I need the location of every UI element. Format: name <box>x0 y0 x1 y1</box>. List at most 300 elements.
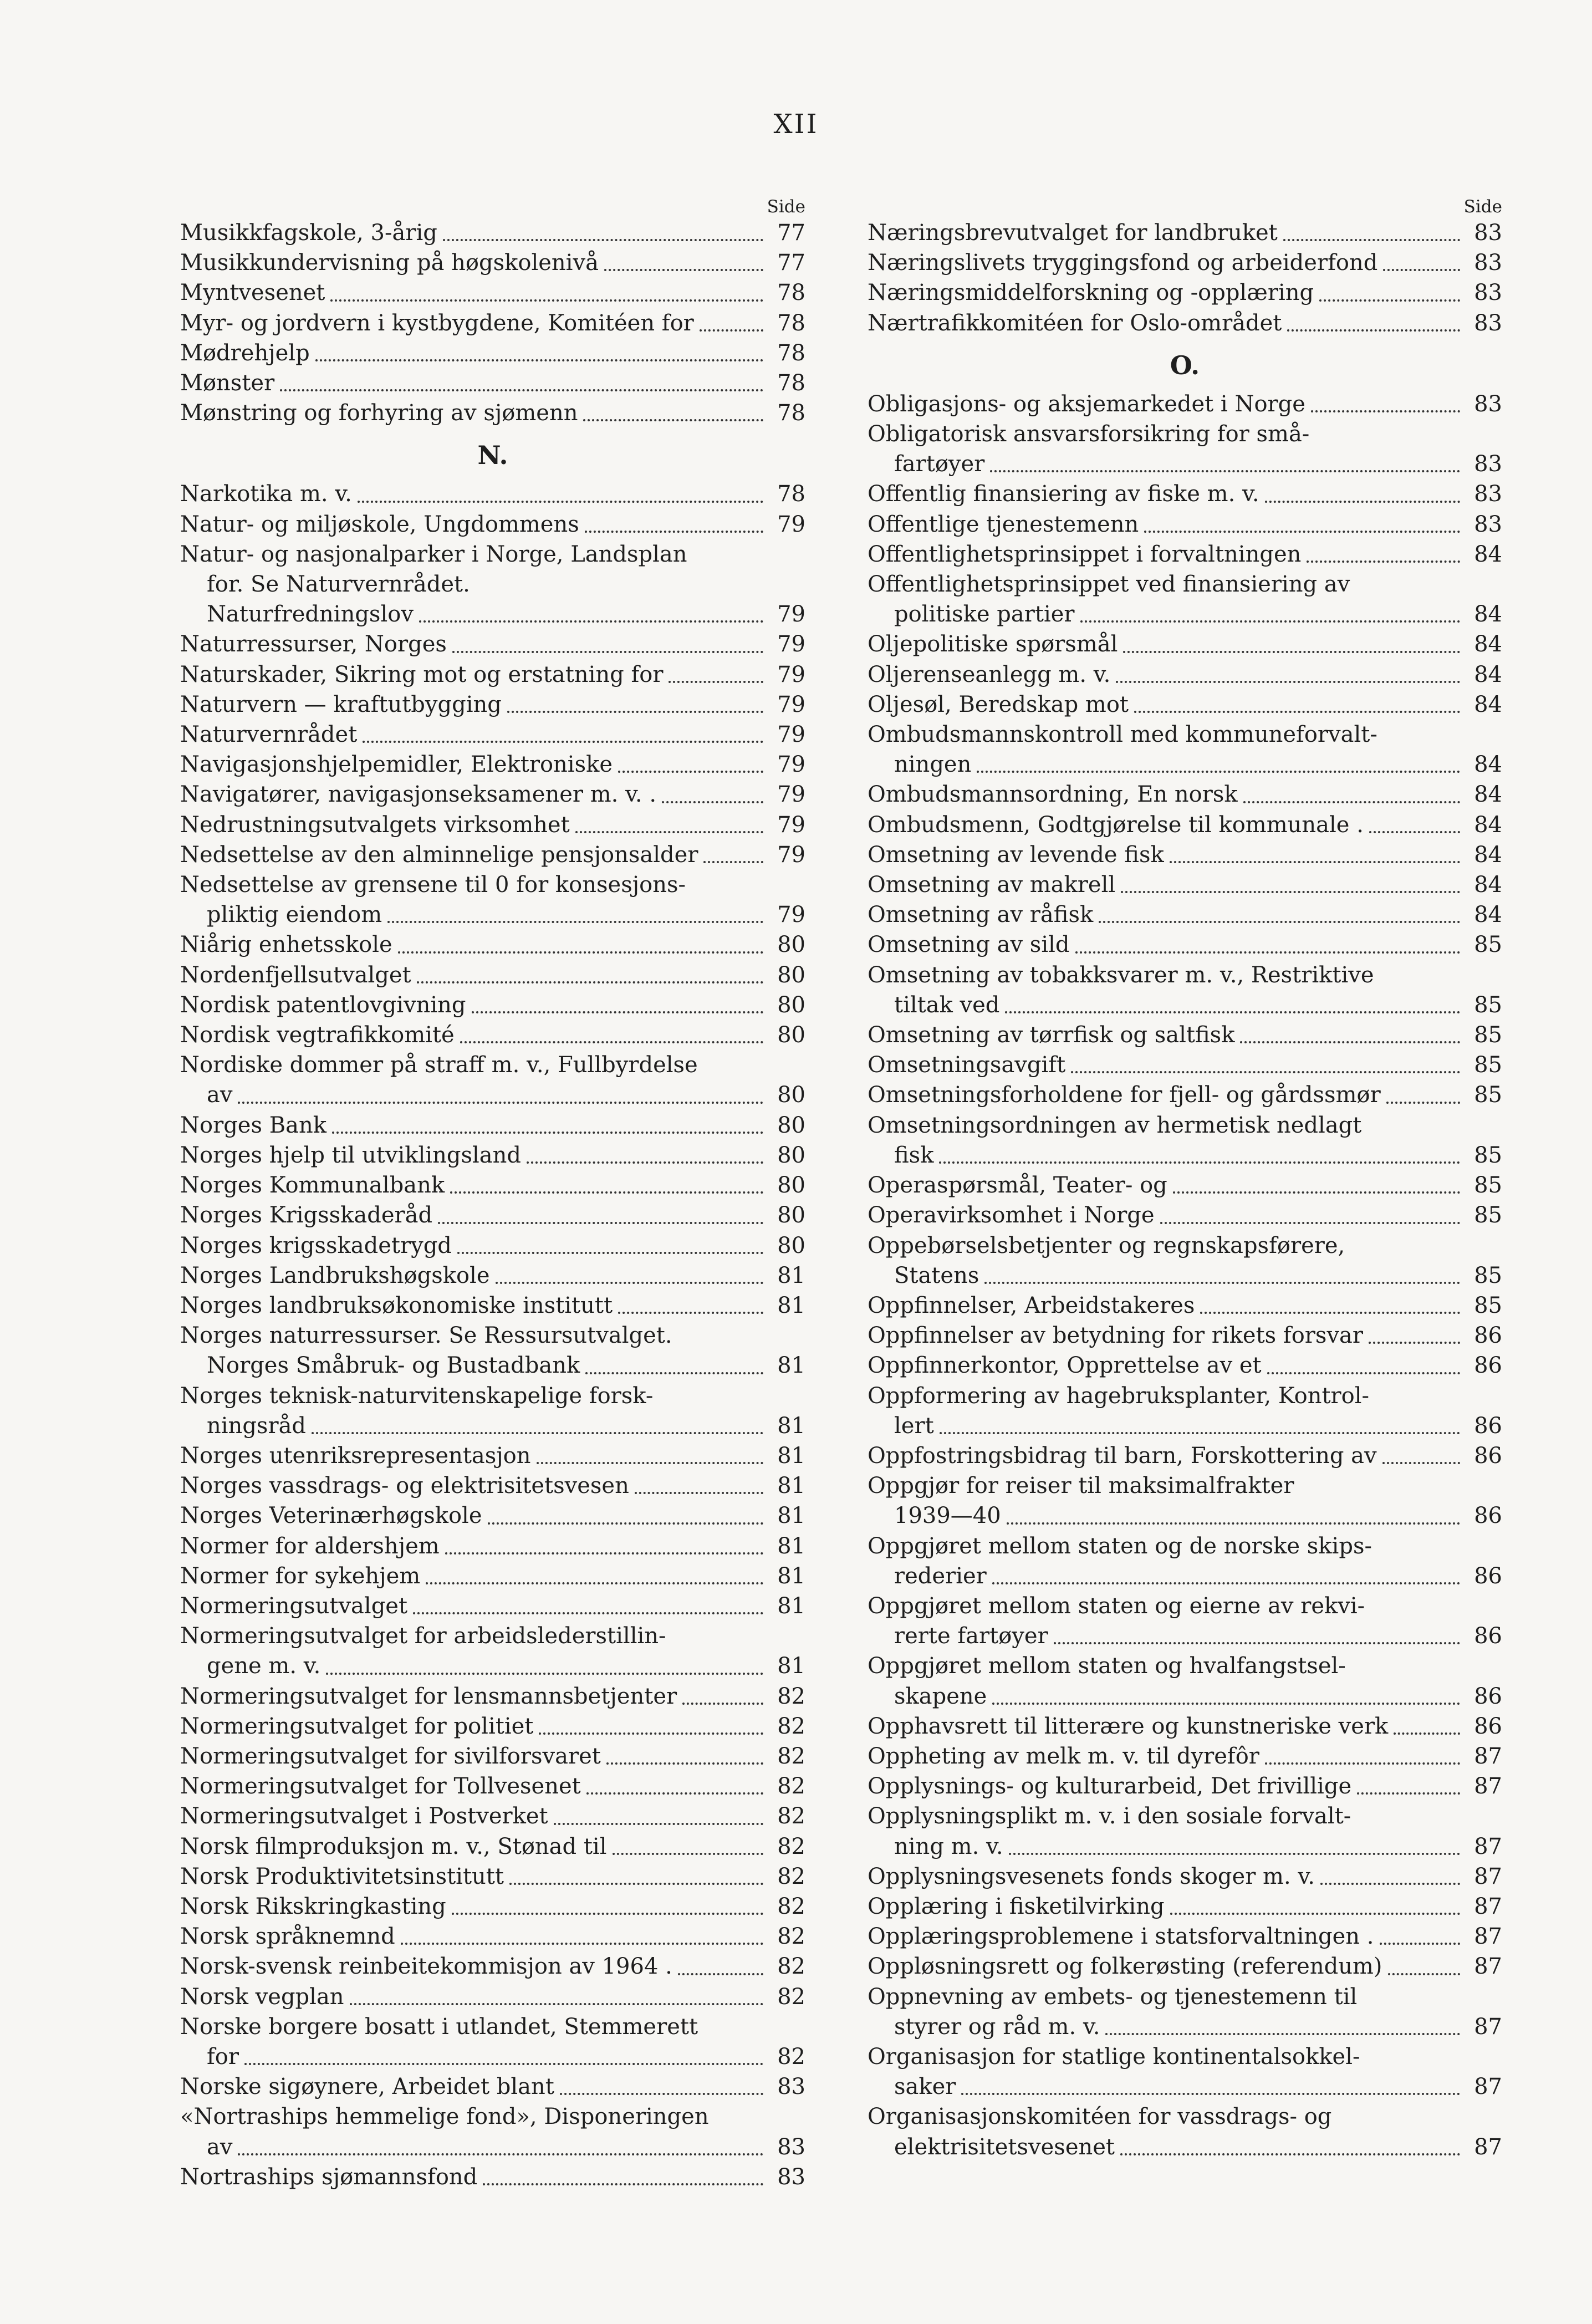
dot-leader <box>575 831 763 833</box>
index-entry-page: 82 <box>777 1833 805 1859</box>
index-entry-page: 87 <box>1474 1773 1502 1800</box>
index-entry-title: Oppnevning av embets- og tjenestemenn til <box>868 1984 1358 2010</box>
dot-leader <box>1121 891 1460 893</box>
index-entry <box>180 1982 805 2012</box>
index-entry <box>180 1471 805 1501</box>
index-entry-page: 78 <box>777 400 805 426</box>
dot-leader <box>1123 651 1460 653</box>
index-entry-title: Oljesøl, Beredskap mot <box>868 691 1129 717</box>
index-entry <box>180 338 805 368</box>
index-entry-title: Omsetningsordningen av hermetisk nedlagt <box>868 1112 1362 1138</box>
dot-leader <box>488 1522 763 1525</box>
dot-leader <box>537 1462 763 1464</box>
dot-leader <box>1369 831 1460 833</box>
dot-leader <box>1080 620 1460 623</box>
index-entry-title: av <box>207 1082 233 1108</box>
index-entry-page: 83 <box>777 2074 805 2100</box>
index-entry <box>180 930 805 960</box>
index-entry <box>868 278 1502 308</box>
index-entry-title: Oppløsningsrett og folkerøsting (referendum) <box>868 1954 1382 1980</box>
dot-leader <box>438 1222 763 1224</box>
side-column-label: Side <box>767 197 805 217</box>
index-entry <box>868 1982 1502 2012</box>
index-entry-title: Opplysningsvesenets fonds skoger m. v. <box>868 1863 1315 1889</box>
index-entry <box>180 990 805 1020</box>
dot-leader <box>1160 1222 1460 1224</box>
index-entry <box>868 248 1502 278</box>
index-entry-title: Omsetningsforholdene for fjell- og gårdssmør <box>868 1082 1381 1108</box>
index-entry <box>868 2072 1502 2102</box>
index-entry-page: 85 <box>1474 1082 1502 1108</box>
index-entry <box>180 2162 805 2192</box>
dot-leader <box>1394 1732 1460 1735</box>
index-entry-page: 80 <box>777 962 805 988</box>
dot-leader <box>330 299 763 302</box>
index-entry-page: 85 <box>1474 1262 1502 1288</box>
index-entry-title: rederier <box>894 1563 987 1589</box>
index-entry <box>868 539 1502 569</box>
index-entry-page: 83 <box>1474 451 1502 477</box>
dot-leader <box>1173 1191 1460 1194</box>
index-entry-title: Offentlige tjenestemenn <box>868 511 1139 537</box>
index-entry <box>868 218 1502 248</box>
index-entry-page: 85 <box>1474 1202 1502 1229</box>
index-entry-page: 79 <box>777 631 805 658</box>
index-entry-title: rerte fartøyer <box>894 1623 1048 1649</box>
index-entry-title: Ombudsmannskontroll med kommuneforvalt- <box>868 722 1377 748</box>
side-column-label: Side <box>1463 197 1502 217</box>
index-entry <box>180 1411 805 1441</box>
dot-leader <box>1283 239 1460 241</box>
index-entry-title: Narkotika m. v. <box>180 481 352 507</box>
index-entry-page: 85 <box>1474 1292 1502 1318</box>
index-entry <box>868 449 1502 479</box>
dot-leader <box>635 1492 763 1494</box>
index-entry <box>868 1651 1502 1681</box>
dot-leader <box>1007 1522 1460 1525</box>
index-entry <box>868 2012 1502 2042</box>
index-entry <box>868 419 1502 449</box>
index-entry-title: 1939—40 <box>894 1503 1001 1529</box>
index-entry-page: 82 <box>777 1984 805 2010</box>
index-entry <box>868 2042 1502 2072</box>
index-entry <box>180 368 805 398</box>
index-entry <box>180 1020 805 1050</box>
index-entry-title: Norges Krigsskaderåd <box>180 1202 433 1229</box>
index-entry-page: 85 <box>1474 1052 1502 1078</box>
index-entry <box>868 990 1502 1020</box>
index-entry-page: 81 <box>777 1593 805 1619</box>
index-entry <box>868 1591 1502 1621</box>
index-entry-page: 80 <box>777 1142 805 1168</box>
index-entry <box>868 1200 1502 1230</box>
index-entry-page: 80 <box>777 932 805 958</box>
index-entry <box>868 2132 1502 2162</box>
dot-leader <box>1071 1071 1460 1073</box>
index-entry-title: Opplysnings- og kulturarbeid, Det frivillige <box>868 1773 1352 1800</box>
index-entry-page: 84 <box>1474 691 1502 717</box>
index-entry <box>868 1020 1502 1050</box>
dot-leader <box>1382 1462 1460 1464</box>
index-entry-title: Omsetning av makrell <box>868 872 1116 898</box>
dot-leader <box>1265 501 1460 503</box>
index-entry-page: 84 <box>1474 842 1502 868</box>
index-entry-title: av <box>207 2134 233 2160</box>
index-entry <box>180 1350 805 1380</box>
section-letter-heading: O. <box>1170 350 1200 380</box>
dot-leader <box>669 681 763 683</box>
dot-leader <box>445 1552 763 1555</box>
index-entry <box>180 1441 805 1471</box>
index-entry <box>180 1291 805 1321</box>
index-entry-title: pliktig eiendom <box>207 902 382 928</box>
index-entry-page: 81 <box>777 1503 805 1529</box>
index-entry-title: Nordisk patentlovgivning <box>180 992 466 1018</box>
index-entry-page: 86 <box>1474 1353 1502 1379</box>
index-entry <box>868 1501 1502 1531</box>
index-entry <box>868 1711 1502 1741</box>
index-entry-page: 80 <box>777 1022 805 1048</box>
index-entry-title: Mønstring og forhyring av sjømenn <box>180 400 578 426</box>
index-entry-page: 83 <box>1474 511 1502 537</box>
index-entry-page: 82 <box>777 1863 805 1889</box>
index-entry-page: 87 <box>1474 1743 1502 1769</box>
index-entry <box>180 1651 805 1681</box>
index-entry-title: Næringsbrevutvalget for landbruket <box>868 220 1278 246</box>
index-entry-title: lert <box>894 1413 934 1439</box>
index-entry-title: skapene <box>894 1683 987 1709</box>
index-entry-title: Organisasjonskomitéen for vassdrags- og <box>868 2104 1332 2130</box>
index-entry <box>868 1862 1502 1892</box>
index-entry-title: Ombudsmannsordning, En norsk <box>868 782 1238 808</box>
page-number: XII <box>773 109 819 140</box>
index-entry-title: Norges utenriksrepresentasjon <box>180 1443 531 1469</box>
index-entry <box>868 2102 1502 2132</box>
index-entry-title: Norges krigsskadetrygd <box>180 1232 452 1258</box>
index-entry-title: Omsetning av råfisk <box>868 902 1094 928</box>
index-entry <box>868 1832 1502 1862</box>
dot-leader <box>244 2063 763 2065</box>
index-entry-title: saker <box>894 2074 956 2100</box>
index-entry <box>180 2102 805 2132</box>
index-entry-page: 78 <box>777 310 805 336</box>
dot-leader <box>280 389 763 391</box>
dot-leader <box>1105 2033 1460 2035</box>
index-entry-page: 84 <box>1474 752 1502 778</box>
dot-leader <box>509 1883 763 1885</box>
index-entry-title: Musikkundervisning på høgskolenivå <box>180 250 599 276</box>
index-entry-page: 84 <box>1474 661 1502 687</box>
index-entry <box>868 1471 1502 1501</box>
index-entry-page: 85 <box>1474 992 1502 1018</box>
index-entry-page: 84 <box>1474 872 1502 898</box>
index-entry-page: 84 <box>1474 541 1502 567</box>
index-entry <box>180 1261 805 1291</box>
index-entry-title: Omsetningsavgift <box>868 1052 1066 1078</box>
index-entry-page: 87 <box>1474 1924 1502 1950</box>
index-entry <box>180 779 805 809</box>
index-entry-page: 86 <box>1474 1683 1502 1709</box>
index-entry-title: Norges landbruksøkonomiske institutt <box>180 1292 613 1318</box>
index-entry-title: Normeringsutvalget for sivilforsvaret <box>180 1743 601 1769</box>
index-entry <box>180 1050 805 1080</box>
index-entry-page: 82 <box>777 1713 805 1739</box>
index-entry <box>868 1140 1502 1170</box>
index-entry-page: 82 <box>777 1743 805 1769</box>
dot-leader <box>1319 299 1460 302</box>
index-entry <box>868 1441 1502 1471</box>
index-entry-title: styrer og råd m. v. <box>894 2014 1100 2040</box>
index-entry-page: 87 <box>1474 1893 1502 1919</box>
index-entry <box>180 840 805 870</box>
index-entry-title: Naturressurser, Norges <box>180 631 447 658</box>
index-entry <box>180 599 805 629</box>
index-entry-title: Opplæringsproblemene i statsforvaltningen . <box>868 1924 1374 1950</box>
index-entry-page: 81 <box>777 1292 805 1318</box>
dot-leader <box>1265 1762 1460 1765</box>
index-entry-page: 81 <box>777 1563 805 1589</box>
index-entry-title: Operavirksomhet i Norge <box>868 1202 1155 1229</box>
dot-leader <box>618 771 763 773</box>
index-entry-page: 79 <box>777 602 805 628</box>
index-entry-page: 79 <box>777 812 805 838</box>
index-entry-title: Naturvern — kraftutbygging <box>180 691 502 717</box>
index-entry-page: 87 <box>1474 2074 1502 2100</box>
index-entry-title: Norsk-svensk reinbeitekommisjon av 1964 . <box>180 1954 672 1980</box>
dot-leader <box>560 2093 763 2095</box>
index-entry-title: Norsk Rikskringkasting <box>180 1893 446 1919</box>
index-entry <box>868 1231 1502 1261</box>
index-entry <box>180 1531 805 1561</box>
index-entry-title: Opphavsrett til litterære og kunstneriske verk <box>868 1713 1389 1739</box>
index-entry <box>868 900 1502 930</box>
dot-leader <box>1240 1041 1460 1043</box>
index-entry <box>180 690 805 720</box>
index-entry <box>868 1801 1502 1831</box>
index-entry <box>180 308 805 338</box>
index-entry-page: 80 <box>777 1173 805 1199</box>
index-entry-title: Oppgjøret mellom staten og de norske skips- <box>868 1533 1372 1559</box>
index-entry <box>868 599 1502 629</box>
index-entry-title: ningen <box>894 752 972 778</box>
dot-leader <box>1075 951 1460 954</box>
index-entry <box>868 779 1502 809</box>
index-entry-title: Normeringsutvalget for lensmannsbetjenter <box>180 1683 677 1709</box>
index-entry <box>868 960 1502 990</box>
index-entry-title: Oljerenseanlegg m. v. <box>868 661 1111 687</box>
index-entry-title: Oppgjøret mellom staten og eierne av rekvi- <box>868 1593 1365 1619</box>
index-entry-page: 83 <box>777 2134 805 2160</box>
index-entry <box>868 720 1502 750</box>
index-entry-page: 83 <box>1474 250 1502 276</box>
index-entry-page: 85 <box>1474 932 1502 958</box>
index-entry-page: 83 <box>1474 280 1502 306</box>
index-entry <box>180 1110 805 1140</box>
index-entry-page: 80 <box>777 1202 805 1229</box>
index-entry-page: 80 <box>777 1082 805 1108</box>
index-entry-page: 79 <box>777 842 805 868</box>
dot-leader <box>961 2093 1460 2095</box>
index-entry <box>180 1951 805 1981</box>
index-entry-title: fartøyer <box>894 451 985 477</box>
dot-leader <box>527 1161 763 1164</box>
index-entry-page: 80 <box>777 992 805 1018</box>
index-entry-page: 87 <box>1474 2014 1502 2040</box>
index-entry <box>180 1892 805 1922</box>
dot-leader <box>1311 410 1460 412</box>
index-entry-title: Oppfinnelser av betydning for rikets forsvar <box>868 1323 1364 1349</box>
dot-leader <box>358 501 763 503</box>
index-entry-title: Obligasjons- og aksjemarkedet i Norge <box>868 391 1305 417</box>
dot-leader <box>583 419 763 421</box>
index-entry-title: Næringslivets tryggingsfond og arbeiderfond <box>868 250 1378 276</box>
index-entry-title: Nordiske dommer på straff m. v., Fullbyrdelse <box>180 1052 698 1078</box>
index-entry-title: Navigasjonshjelpemidler, Elektroniske <box>180 752 613 778</box>
dot-leader <box>1200 1312 1460 1314</box>
index-entry <box>180 539 805 569</box>
index-entry-page: 86 <box>1474 1443 1502 1469</box>
index-entry <box>180 1771 805 1801</box>
index-entry <box>868 1411 1502 1441</box>
index-entry-title: Naturfredningslov <box>207 602 414 628</box>
index-entry-page: 79 <box>777 722 805 748</box>
index-entry <box>868 870 1502 900</box>
dot-leader <box>1099 921 1460 923</box>
index-entry-title: Nordisk vegtrafikkomité <box>180 1022 455 1048</box>
dot-leader <box>977 771 1460 773</box>
index-entry <box>868 750 1502 779</box>
index-entry-title: Nedsettelse av grensene til 0 for konsesjons- <box>180 872 686 898</box>
index-entry <box>868 1321 1502 1350</box>
index-entry <box>180 1862 805 1892</box>
dot-leader <box>1054 1642 1460 1644</box>
index-entry <box>180 1681 805 1711</box>
index-entry <box>180 2042 805 2072</box>
dot-leader <box>618 1312 763 1314</box>
index-entry-title: Oppgjør for reiser til maksimalfrakter <box>868 1473 1294 1499</box>
index-entry <box>868 1531 1502 1561</box>
index-entry-page: 87 <box>1474 1863 1502 1889</box>
index-entry <box>868 308 1502 338</box>
index-entry-page: 86 <box>1474 1323 1502 1349</box>
index-entry <box>180 248 805 278</box>
index-entry <box>180 479 805 509</box>
index-entry-title: Normeringsutvalget <box>180 1593 408 1619</box>
index-entry <box>868 1922 1502 1951</box>
index-entry <box>868 1892 1502 1922</box>
index-entry <box>180 1080 805 1110</box>
dot-leader <box>1357 1792 1460 1795</box>
index-entry-title: Naturskader, Sikring mot og erstatning for <box>180 661 664 687</box>
index-entry <box>868 1741 1502 1771</box>
index-entry-title: Norsk filmproduksjon m. v., Stønad til <box>180 1833 607 1859</box>
index-entry-title: Omsetning av levende fisk <box>868 842 1164 868</box>
index-entry <box>868 479 1502 509</box>
dot-leader <box>483 2183 763 2185</box>
index-entry <box>180 2012 805 2042</box>
index-entry <box>868 690 1502 720</box>
index-entry-title: Oppheting av melk m. v. til dyrefôr <box>868 1743 1259 1769</box>
index-entry-title: Obligatorisk ansvarsforsikring for små- <box>868 421 1310 447</box>
index-entry-title: for <box>207 2043 239 2070</box>
index-entry <box>180 278 805 308</box>
dot-leader <box>1380 1943 1461 1945</box>
index-entry <box>868 1291 1502 1321</box>
index-entry <box>180 1200 805 1230</box>
index-entry-page: 85 <box>1474 1142 1502 1168</box>
index-entry-page: 86 <box>1474 1563 1502 1589</box>
index-entry <box>180 810 805 840</box>
dot-leader <box>472 1011 763 1013</box>
index-entry-title: Operaspørsmål, Teater- og <box>868 1173 1167 1199</box>
index-entry-title: Oljepolitiske spørsmål <box>868 631 1118 658</box>
dot-leader <box>1134 711 1460 713</box>
index-entry <box>868 1681 1502 1711</box>
index-entry-title: «Nortraships hemmelige fond», Disponeringen <box>180 2104 709 2130</box>
dot-leader <box>457 1252 763 1254</box>
index-entry <box>180 1832 805 1862</box>
dot-leader <box>312 1432 763 1434</box>
index-entry-title: Oppfinnelser, Arbeidstakeres <box>868 1292 1195 1318</box>
dot-leader <box>662 801 763 803</box>
index-entry <box>868 840 1502 870</box>
index-entry-title: Norsk vegplan <box>180 1984 344 2010</box>
dot-leader <box>1383 269 1460 271</box>
index-entry-page: 79 <box>777 752 805 778</box>
index-entry-page: 79 <box>777 691 805 717</box>
index-entry <box>868 389 1502 419</box>
index-entry-title: Normeringsutvalget for politiet <box>180 1713 534 1739</box>
dot-leader <box>419 620 763 623</box>
index-entry-title: Normeringsutvalget for Tollvesenet <box>180 1773 581 1800</box>
index-entry <box>868 930 1502 960</box>
index-entry-page: 84 <box>1474 812 1502 838</box>
dot-leader <box>238 2153 763 2155</box>
index-column-left <box>180 197 805 2192</box>
index-entry <box>180 569 805 599</box>
index-entry-page: 85 <box>1474 1022 1502 1048</box>
dot-leader <box>1287 329 1460 332</box>
index-entry <box>180 1561 805 1591</box>
index-entry-page: 78 <box>777 280 805 306</box>
index-entry-title: Organisasjon for statlige kontinentalsokkel- <box>868 2043 1360 2070</box>
dot-leader <box>678 1973 763 1975</box>
index-entry <box>180 2072 805 2102</box>
index-entry <box>868 629 1502 659</box>
index-entry-page: 82 <box>777 1954 805 1980</box>
index-entry-title: Oppfinnerkontor, Opprettelse av et <box>868 1353 1262 1379</box>
dot-leader <box>585 1372 763 1374</box>
index-entry <box>868 1080 1502 1110</box>
index-entry <box>180 720 805 750</box>
index-entry-title: Norske sigøynere, Arbeidet blant <box>180 2074 554 2100</box>
dot-leader <box>1005 1011 1460 1013</box>
dot-leader <box>700 329 763 332</box>
index-entry <box>180 629 805 659</box>
dot-leader <box>1009 1853 1460 1855</box>
index-entry <box>868 1170 1502 1200</box>
dot-leader <box>606 1762 763 1765</box>
dot-leader <box>990 470 1460 472</box>
dot-leader <box>496 1282 763 1284</box>
index-entry-title: Norges Bank <box>180 1112 326 1138</box>
index-entry-title: Næringsmiddelforskning og -opplæring <box>868 280 1314 306</box>
dot-leader <box>1120 2153 1460 2155</box>
index-entry-title: Nordenfjellsutvalget <box>180 962 411 988</box>
index-entry-page: 82 <box>777 1924 805 1950</box>
dot-leader <box>1170 1913 1460 1915</box>
dot-leader <box>363 741 763 743</box>
